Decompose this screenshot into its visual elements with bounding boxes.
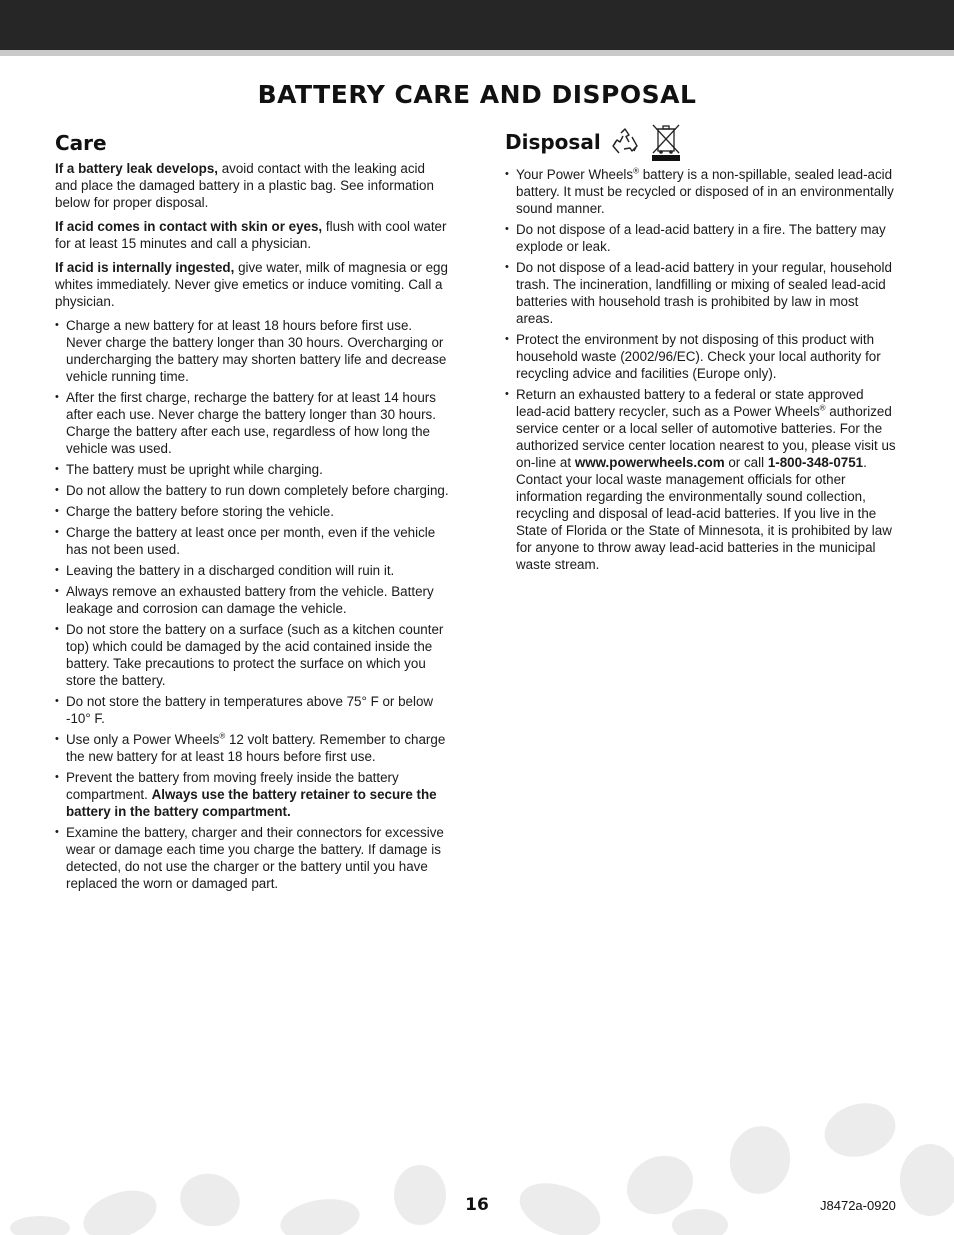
leak-paragraph: If a battery leak develops, avoid contact with the leaking acid and place the damaged battery in a plastic bag. See information below for proper disposal. <box>55 161 434 210</box>
website-link[interactable]: www.powerwheels.com <box>574 455 725 470</box>
disposal-heading: Disposal <box>505 122 897 162</box>
list-item: • Do not store the battery on a surface (such as a kitchen counter top) which could be damaged by the acid contained inside the battery. Take precautions to protect the surface on which you store the battery. <box>55 621 450 689</box>
phone-number: 1-800-348-0751 <box>767 455 864 470</box>
care-heading: Care <box>55 131 107 155</box>
list-item: • Your Power Wheels® battery is a non-spillable, sealed lead-acid battery. It must be recycled or disposed of in an environmentally sound manner. <box>505 166 897 217</box>
list-item: • Do not dispose of a lead-acid battery in a fire. The battery may explode or leak. <box>505 221 897 255</box>
list-item: • Do not allow the battery to run down completely before charging. <box>55 482 450 499</box>
header-rule <box>0 50 954 56</box>
disposal-column <box>505 130 897 577</box>
list-item: • Always remove an exhausted battery from the vehicle. Battery leakage and corrosion can damage the vehicle. <box>55 583 450 617</box>
page-number: 16 <box>465 1195 489 1215</box>
recycle-icon <box>610 127 640 157</box>
list-item: • Charge the battery before storing the vehicle. <box>55 503 450 520</box>
list-item: • Return an exhausted battery to a federal or state approved lead-acid battery recycler, such as a Power Wheels® authorized service center or a local seller of automotive batteries. For the authorized service center location nearest to you, please visit us on-line at www.powerwheels.com or call 1-800-348-0751. Contact your local waste management officials for other information regarding the environmentally sound collection, recycling and disposal of lead-acid batteries. If you live in the State of Florida or the State of Minnesota, it is prohibited by law for anyone to throw away lead-acid batteries in the municipal waste stream. <box>505 386 897 573</box>
list-item: • Prevent the battery from moving freely inside the battery compartment. Always use the battery retainer to secure the battery in the battery compartment. <box>55 769 450 820</box>
list-item: • Charge the battery at least once per month, even if the vehicle has not been used. <box>55 524 450 558</box>
header-bar <box>0 0 954 50</box>
document-code: J8472a-0920 <box>820 1198 896 1213</box>
ingestion-paragraph: If acid is internally ingested, give water, milk of magnesia or egg whites immediately. Never give emetics or induce vomiting. Call a physician. <box>55 260 448 309</box>
list-item: • Leaving the battery in a discharged condition will ruin it. <box>55 562 450 579</box>
crossed-out-bin-icon <box>650 123 682 161</box>
list-item: • Charge a new battery for at least 18 hours before first use. Never charge the battery longer than 30 hours. Overcharging or undercharging the battery may shorten battery life and decrease vehicle running time. <box>55 317 450 385</box>
skin-contact-paragraph: If acid comes in contact with skin or eyes, flush with cool water for at least 15 minutes and call a physician. <box>55 219 447 251</box>
disposal-bullet-list <box>505 166 897 573</box>
list-item: • Examine the battery, charger and their connectors for excessive wear or damage each time you charge the battery. If damage is detected, do not use the charger or the battery until you have replaced the worn or damaged part. <box>55 824 450 892</box>
page-title: BATTERY CARE AND DISPOSAL <box>257 80 697 109</box>
list-item: • The battery must be upright while charging. <box>55 461 450 478</box>
list-item: • After the first charge, recharge the battery for at least 14 hours after each use. Never charge the battery longer than 30 hours. Charge the battery after each use, regardless of how long the vehicle was used. <box>55 389 450 457</box>
care-bullet-list <box>55 317 450 892</box>
list-item: • Use only a Power Wheels® 12 volt battery. Remember to charge the new battery for at least 18 hours before first use. <box>55 731 450 765</box>
list-item: • Protect the environment by not disposing of this product with household waste (2002/96/EC). Check your local authority for recycling advice and facilities (Europe only). <box>505 331 897 382</box>
care-column <box>55 130 450 896</box>
list-item: • Do not store the battery in temperatures above 75° F or below -10° F. <box>55 693 450 727</box>
list-item: • Do not dispose of a lead-acid battery in your regular, household trash. The incineration, landfilling or mixing of sealed lead-acid batteries with household trash is prohibited by law in most areas. <box>505 259 897 327</box>
